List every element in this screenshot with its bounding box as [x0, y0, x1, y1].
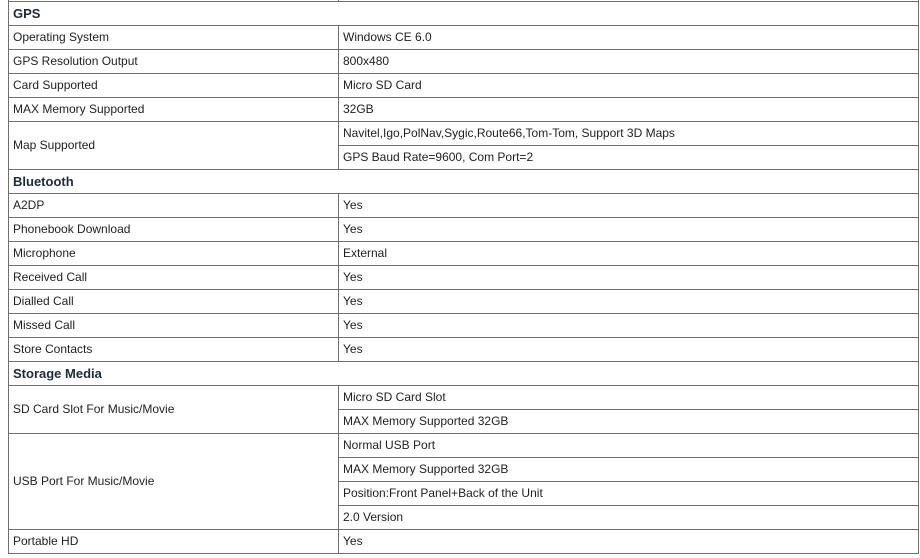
table-row [9, 434, 919, 458]
spec-value: Navitel,Igo,PolNav,Sygic,Route66,Tom-Tom, Support 3D Maps [339, 122, 919, 146]
spec-value: 32GB [339, 98, 919, 122]
spec-label: Portable HD [9, 530, 339, 554]
table-row [9, 98, 919, 122]
spec-value: Position:Front Panel+Back of the Unit [339, 482, 919, 506]
spec-value: Micro SD Card Slot [339, 386, 919, 410]
spec-label: GPS Resolution Output [9, 50, 339, 74]
table-row [9, 74, 919, 98]
spec-value: Yes [339, 314, 919, 338]
spec-value: Yes [339, 194, 919, 218]
table-row [9, 314, 919, 338]
spec-table [8, 0, 919, 554]
section-title: GPS [9, 2, 919, 26]
table-row [9, 266, 919, 290]
table-row [9, 194, 919, 218]
spec-label: Operating System [9, 26, 339, 50]
spec-label: A2DP [9, 194, 339, 218]
spec-label: Store Contacts [9, 338, 339, 362]
spec-label: Map Supported [9, 122, 339, 170]
section-header-row [9, 170, 919, 194]
spec-value: Yes [339, 338, 919, 362]
spec-label: Phonebook Download [9, 218, 339, 242]
spec-label: Missed Call [9, 314, 339, 338]
table-row [9, 386, 919, 410]
spec-label: MAX Memory Supported [9, 98, 339, 122]
table-row [9, 530, 919, 554]
spec-label: SD Card Slot For Music/Movie [9, 386, 339, 434]
table-row [9, 50, 919, 74]
table-row [9, 218, 919, 242]
spec-label: Received Call [9, 266, 339, 290]
table-row [9, 290, 919, 314]
spec-value: Micro SD Card [339, 74, 919, 98]
section-title: Storage Media [9, 362, 919, 386]
spec-table-body [9, 0, 919, 554]
spec-value: Normal USB Port [339, 434, 919, 458]
spec-label: USB Port For Music/Movie [9, 434, 339, 530]
spec-label: Card Supported [9, 74, 339, 98]
spec-value: 2.0 Version [339, 506, 919, 530]
spec-value: External [339, 242, 919, 266]
section-title: Bluetooth [9, 170, 919, 194]
spec-value: GPS Baud Rate=9600, Com Port=2 [339, 146, 919, 170]
spec-value: MAX Memory Supported 32GB [339, 458, 919, 482]
spec-value: MAX Memory Supported 32GB [339, 410, 919, 434]
table-row [9, 338, 919, 362]
section-header-row [9, 362, 919, 386]
spec-value: Yes [339, 266, 919, 290]
spec-label: Dialled Call [9, 290, 339, 314]
spec-value: Yes [339, 218, 919, 242]
spec-value: Windows CE 6.0 [339, 26, 919, 50]
spec-value: Yes [339, 530, 919, 554]
section-header-row [9, 2, 919, 26]
table-row [9, 26, 919, 50]
spec-value: Yes [339, 290, 919, 314]
spec-label: Microphone [9, 242, 339, 266]
table-row [9, 122, 919, 146]
table-row [9, 242, 919, 266]
spec-value: 800x480 [339, 50, 919, 74]
